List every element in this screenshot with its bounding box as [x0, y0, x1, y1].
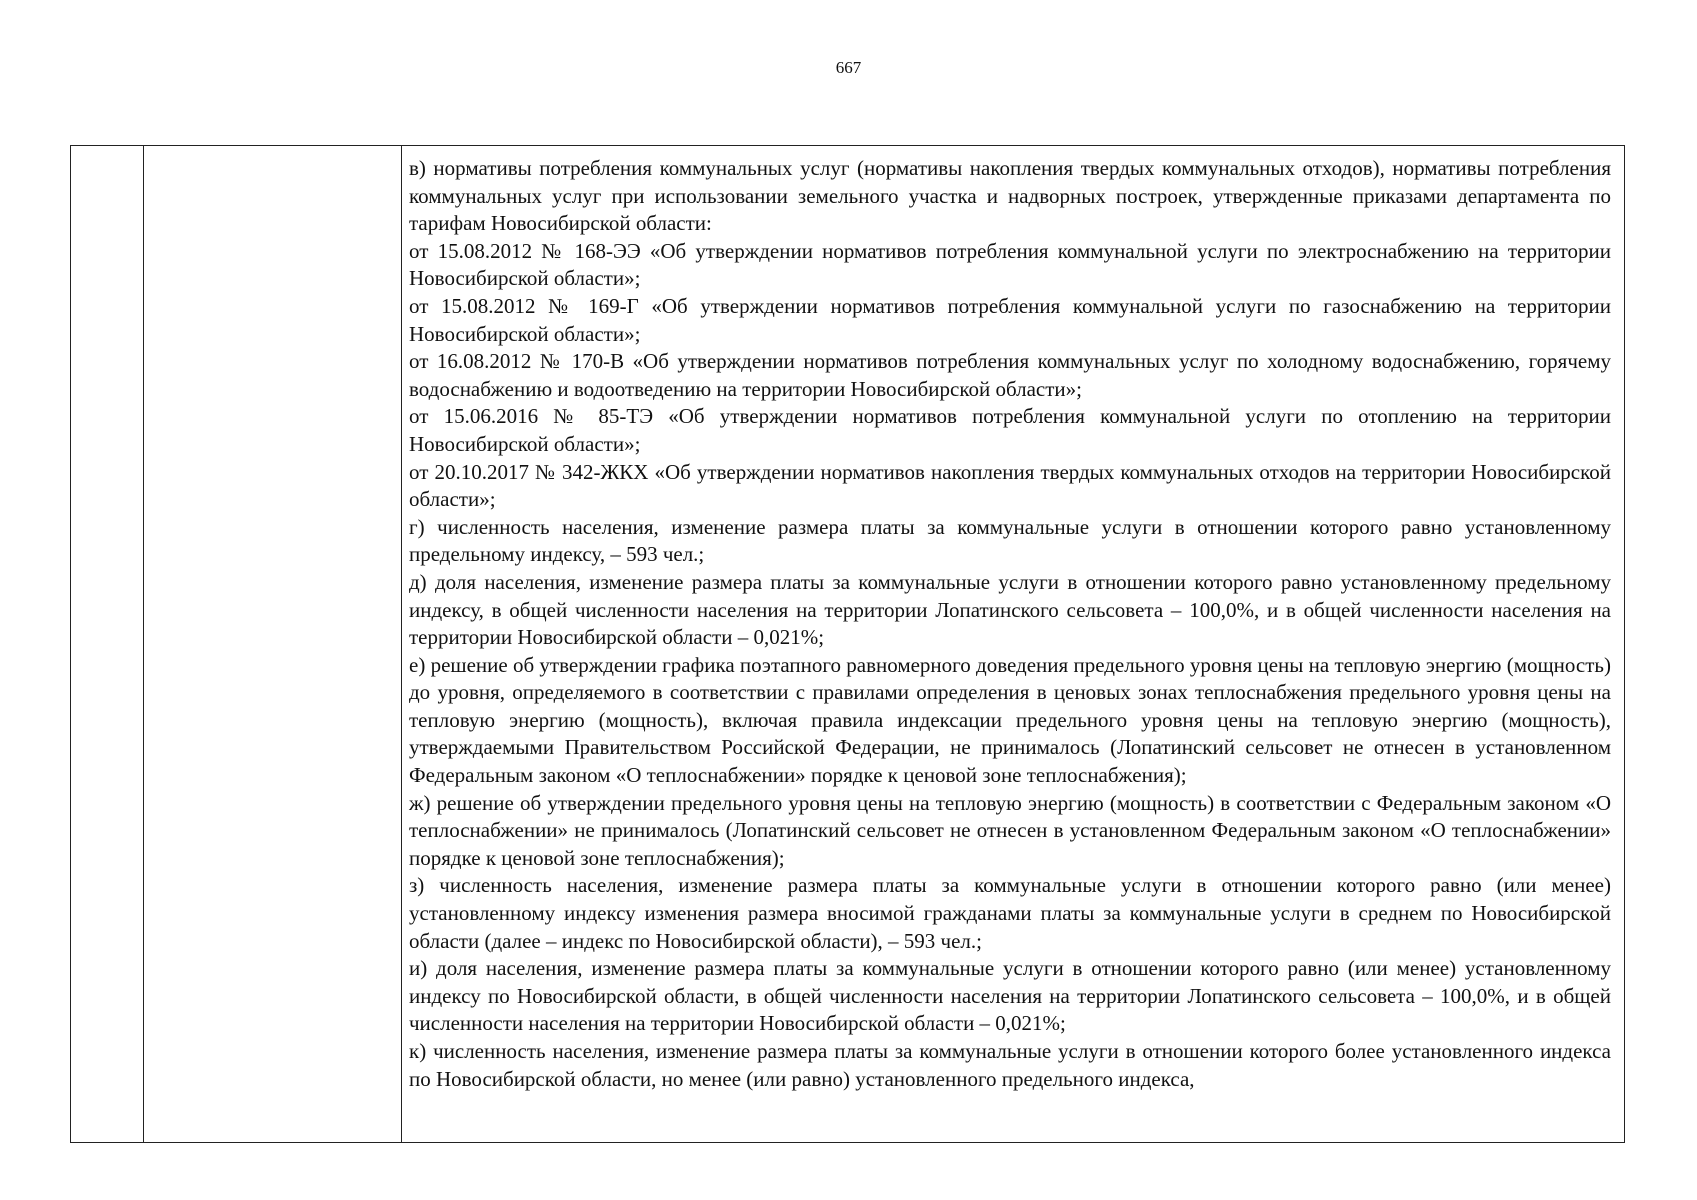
- paragraph-item-d: д) доля населения, изменение размера платы за коммунальные услуги в отношении которого равно установленному предельному индексу, в общей численности населения на территории Лопатинского сельсовета – 100,0%, и в общей численности населения на территории Новосибирской области – 0,021%;: [409, 569, 1611, 650]
- paragraph-order-342: от 20.10.2017 № 342-ЖКХ «Об утверждении нормативов накопления твердых коммунальных отходов на территории Новосибирской области»;: [409, 459, 1611, 512]
- paragraph-order-85: от 15.06.2016 № 85-ТЭ «Об утверждении нормативов потребления коммунальной услуги по отоплению на территории Новосибирской области»;: [409, 404, 1611, 456]
- paragraph-item-g: г) численность населения, изменение размера платы за коммунальные услуги в отношении которого равно установленному предельному индексу, – 593 чел.;: [409, 514, 1611, 567]
- page-number: 667: [835, 58, 862, 77]
- paragraph-order-170: от 16.08.2012 № 170-В «Об утверждении нормативов потребления коммунальных услуг по холодному водоснабжению, горячему водоснабжению и водоотведению на территории Новосибирской области»;: [409, 349, 1611, 401]
- document-table: [70, 145, 1625, 1143]
- paragraph-order-169: от 15.08.2012 № 169-Г «Об утверждении нормативов потребления коммунальной услуги по газоснабжению на территории Новосибирской области»;: [409, 293, 1611, 346]
- paragraph-item-e: е) решение об утверждении графика поэтапного равномерного доведения предельного уровня цены на тепловую энергию (мощность) до уровня, определяемого в соответствии с правилами определения в ценовых зонах теплоснабжения предельного уровня цены на тепловую энергию (мощность), включая правила индексации предельного уровня цены на тепловую энергию (мощность), утверждаемыми Правительством Российской Федерации, не принималось (Лопатинский сельсовет не отнесен в установленном Федеральным законом «О теплоснабжении» порядке к ценовой зоне теплоснабжения);: [409, 652, 1611, 788]
- paragraph-item-k: к) численность населения, изменение размера платы за коммунальные услуги в отношении которого более установленного индекса по Новосибирской области, но менее (или равно) установленного предельного индекса,: [409, 1039, 1611, 1091]
- paragraph-order-168: от 15.08.2012 № 168-ЭЭ «Об утверждении нормативов потребления коммунальной услуги по электроснабжению на территории Новосибирской области»;: [409, 238, 1611, 291]
- table-cell-content: [402, 146, 1624, 1142]
- table-cell-number: [71, 146, 144, 1142]
- paragraph-item-z: з) численность населения, изменение размера платы за коммунальные услуги в отношении которого равно (или менее) установленному индексу изменения размера вносимой гражданами платы за коммунальные услуги в среднем по Новосибирской области (далее – индекс по Новосибирской области), – 593 чел.;: [409, 873, 1611, 953]
- table-cell-name: [144, 146, 402, 1142]
- paragraph-item-zh: ж) решение об утверждении предельного уровня цены на тепловую энергию (мощность) в соответствии с Федеральным законом «О теплоснабжении» не принималось (Лопатинский сельсовет не отнесен в установленном Федеральным законом «О теплоснабжении» порядке к ценовой зоне теплоснабжения);: [409, 790, 1611, 870]
- paragraph-item-i: и) доля населения, изменение размера платы за коммунальные услуги в отношении которого равно (или менее) установленному индексу по Новосибирской области, в общей численности населения на территории Лопатинского сельсовета – 100,0%, и в общей численности населения на территории Новосибирской области – 0,021%;: [409, 956, 1611, 1036]
- paragraph-item-v: в) нормативы потребления коммунальных услуг (нормативы накопления твердых коммунальных отходов), нормативы потребления коммунальных услуг при использовании земельного участка и надворных построек, утвержденные приказами департамента по тарифам Новосибирской области:: [409, 156, 1611, 236]
